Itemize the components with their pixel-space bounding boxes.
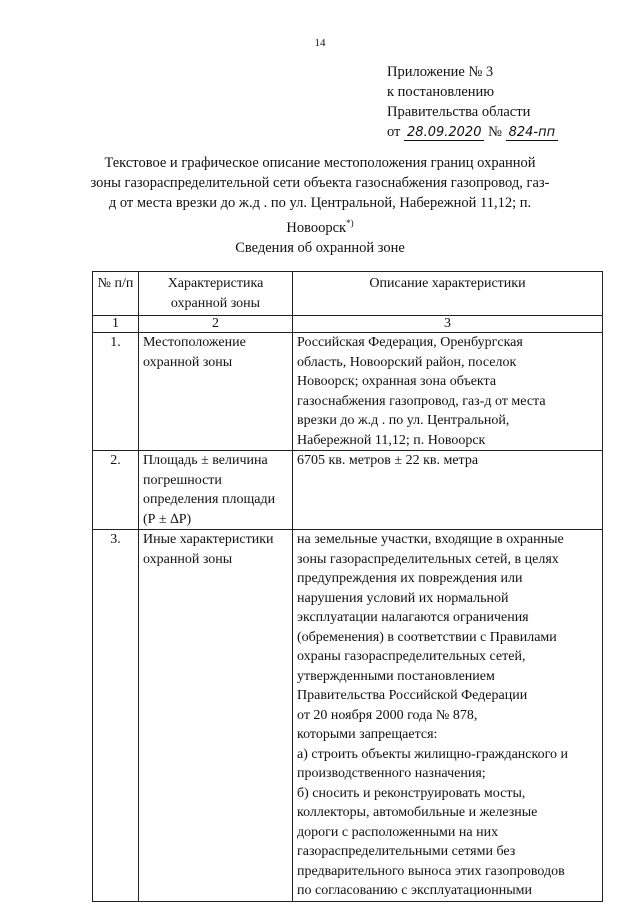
table-row — [93, 530, 603, 902]
row-number: 3. — [93, 530, 139, 902]
row-characteristic: Местоположение охранной зоны — [139, 333, 293, 451]
header-characteristic: Характеристика охранной зоны — [139, 272, 293, 316]
appendix-from-prefix: от — [387, 124, 401, 140]
row-description: Российская Федерация, Оренбургская область, Новоорский район, поселок Новоорск; охранная зона объекта газоснабжения газопровод, газ-д от места врезки до ж.д . по ул. Центральной, Набережной 11,12; п. Новоорск — [293, 333, 603, 451]
row-description: 6705 кв. метров ± 22 кв. метра — [293, 451, 603, 530]
index-cell-1: 1 — [93, 316, 139, 333]
row-number: 1. — [93, 333, 139, 451]
table-row — [93, 451, 603, 530]
appendix-number: 824-пп — [506, 126, 559, 141]
row-number: 2. — [93, 451, 139, 530]
appendix-date-line — [387, 122, 558, 142]
row-description: на земельные участки, входящие в охранные зоны газораспределительных сетей, в целях предупреждения их повреждения или нарушения условий их нормальной эксплуатации налагаются ограничения (обременения) в соответствии с Правилами охраны газораспределительных сетей, утвержденными постановлением Правительства Российской Федерации от 20 ноября 2000 года № 878, которыми запрещается: а) строить объекты жилищно-гражданского и производственного назначения; б) сносить и реконструировать мосты, коллекторы, автомобильные и железные дороги с расположенными на них газораспределительными сетями без предварительного выноса этих газопроводов по согласованию с эксплуатационными — [293, 530, 603, 902]
index-cell-2: 2 — [139, 316, 293, 333]
appendix-line-3: Правительства области — [387, 104, 531, 120]
title-footnote: *) — [346, 218, 354, 228]
table-index-row — [93, 316, 603, 333]
row-characteristic: Площадь ± величина погрешности определения площади (Р ± ∆Р) — [139, 451, 293, 530]
row-characteristic: Иные характеристики охранной зоны — [139, 530, 293, 902]
table-row — [93, 333, 603, 451]
title-text: Текстовое и графическое описание местоположения границ охранной зоны газораспределительной сети объекта газоснабжения газопровод, газ-д от места врезки до ж.д . по ул. Центральной, Набережной 11,12; п. Новоорск — [90, 155, 550, 236]
header-number: № п/п — [93, 272, 139, 316]
table-header-row — [93, 272, 603, 316]
protection-zone-table — [92, 271, 603, 902]
header-description: Описание характеристики — [293, 272, 603, 316]
index-cell-3: 3 — [293, 316, 603, 333]
appendix-date: 28.09.2020 — [404, 126, 484, 141]
appendix-number-sign: № — [488, 124, 502, 140]
appendix-line-1: Приложение № 3 — [387, 64, 494, 80]
page-number: 14 — [314, 37, 326, 49]
document-title — [90, 153, 550, 238]
appendix-line-2: к постановлению — [387, 84, 495, 100]
section-heading: Сведения об охранной зоне — [235, 240, 405, 256]
appendix-block — [387, 62, 558, 142]
